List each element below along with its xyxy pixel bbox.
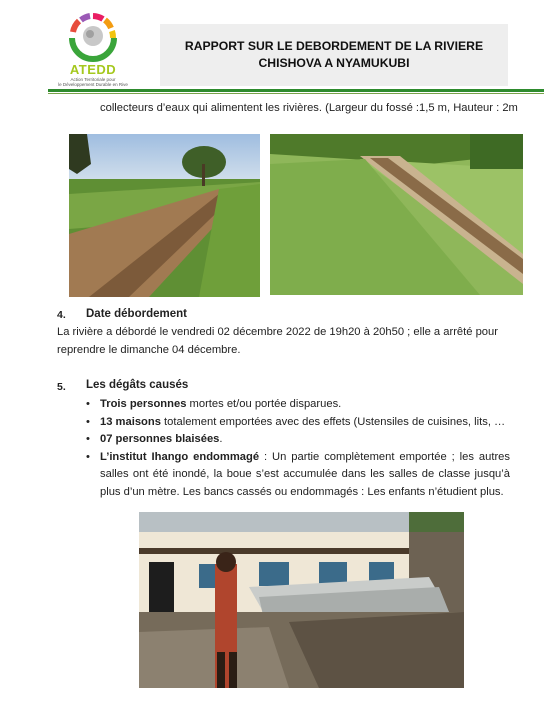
report-title-line-2: CHISHOVA A NYAMUKUBI bbox=[258, 56, 410, 70]
section-5-title: Les dégâts causés bbox=[86, 379, 189, 391]
damage-item-text: totalement emportées avec des effets (Ustensiles de cuisines, lits, … bbox=[160, 415, 506, 428]
damage-item-bold: 13 maisons bbox=[100, 415, 161, 428]
damaged-school-photo bbox=[139, 512, 464, 688]
damage-item-bold: L’institut Ihango endommagé bbox=[100, 450, 260, 463]
bullet-icon: • bbox=[86, 415, 90, 428]
damage-item bbox=[86, 449, 510, 502]
damage-item bbox=[86, 431, 510, 449]
bullet-icon: • bbox=[86, 398, 90, 410]
bullet-icon: • bbox=[86, 433, 90, 445]
header-rule bbox=[48, 89, 544, 92]
continuation-paragraph: collecteurs d’eaux qui alimentent les rivières. (Largeur du fossé :1,5 m, Hauteur : 2m bbox=[100, 102, 518, 114]
damage-item-bold: Trois personnes bbox=[100, 398, 187, 410]
section-4-title: Date débordement bbox=[86, 308, 187, 320]
damage-item-bold: 07 personnes blaisées bbox=[100, 433, 220, 445]
damages-list bbox=[86, 396, 510, 501]
ditch-photo-right bbox=[270, 134, 523, 295]
damage-item bbox=[86, 396, 510, 414]
ditch-photo-left bbox=[69, 134, 260, 297]
report-title-box bbox=[160, 24, 508, 86]
logo-subtitle-1: Action Territoriale pour bbox=[70, 77, 116, 82]
damage-item bbox=[86, 414, 510, 432]
bullet-icon: • bbox=[86, 450, 90, 463]
section-5-number: 5. bbox=[57, 381, 66, 393]
logo-subtitle-2: le Développement Durable en Rive bbox=[58, 82, 128, 87]
logo-name: ATEDD bbox=[69, 62, 117, 77]
report-title-line-1: RAPPORT SUR LE DEBORDEMENT DE LA RIVIERE bbox=[184, 39, 484, 53]
section-4-number: 4. bbox=[57, 309, 66, 321]
damage-item-text: : Un partie complètement emportée ; les autres salles ont été inondé, la boue s’est accumulée dans les salles de classe jusqu’à plus d’un mètre. Les bancs cassés ou endommagés : Les enfants n’étudient plus. bbox=[100, 450, 510, 498]
header-rule-thin bbox=[48, 93, 544, 94]
logo-text bbox=[52, 62, 134, 87]
section-4-body: La rivière a débordé le vendredi 02 décembre 2022 de 19h20 à 20h50 ; elle a arrêté pour reprendre le dimanche 04 décembre. bbox=[57, 326, 498, 356]
damage-item-text: . bbox=[219, 433, 223, 445]
damage-item-text: mortes et/ou portée disparues. bbox=[186, 398, 342, 410]
